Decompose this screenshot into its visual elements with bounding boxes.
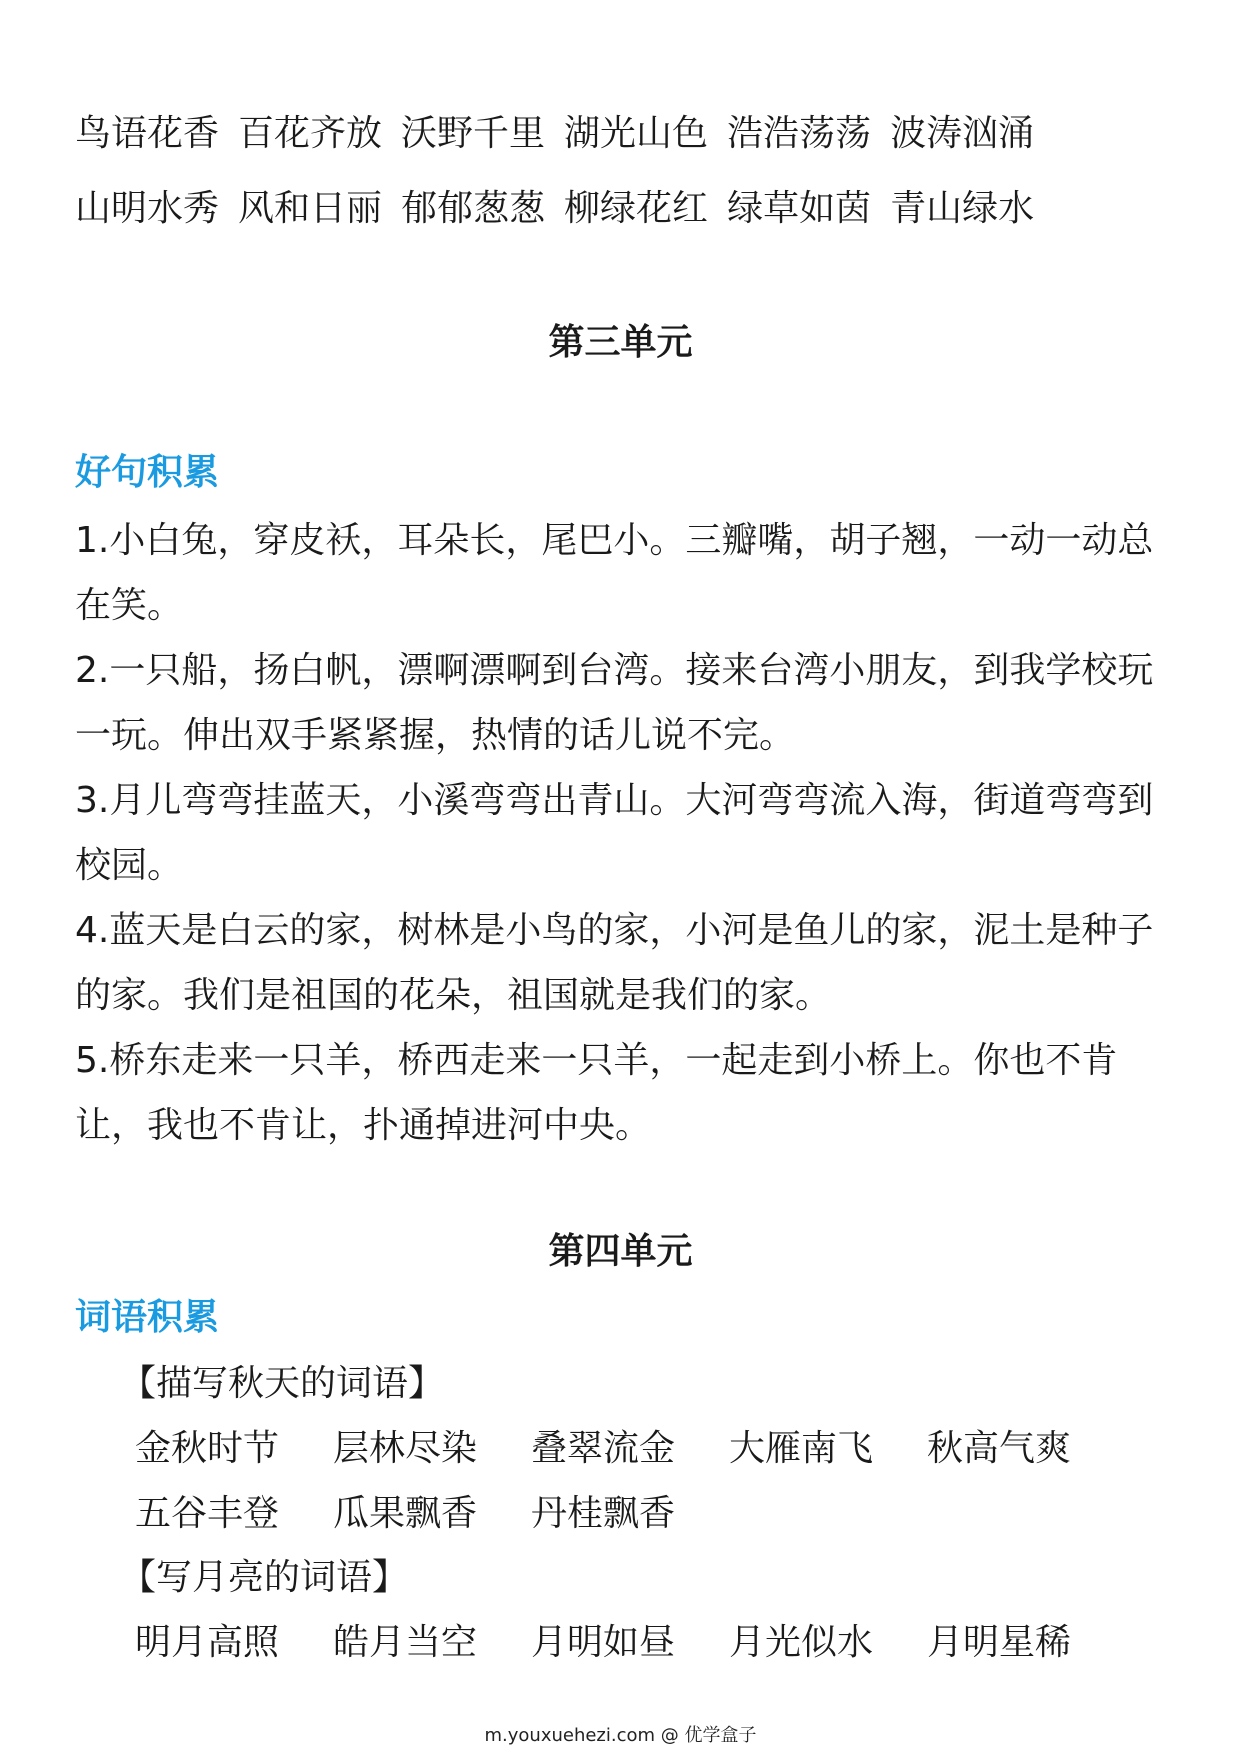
sentence-item: 4.蓝天是白云的家，树林是小鸟的家，小河是鱼儿的家，泥土是种子的家。我们是祖国的花朵，祖国就是我们的家。 <box>75 910 1154 1016</box>
word: 瓜果飘香 <box>333 1493 478 1534</box>
idiom: 鸟语花香 <box>75 113 220 154</box>
word: 月明星稀 <box>927 1622 1072 1663</box>
word: 五谷丰登 <box>135 1493 280 1534</box>
idiom: 柳绿花红 <box>564 188 709 229</box>
idiom: 青山绿水 <box>890 188 1035 229</box>
unit-4-heading: 第四单元 <box>548 1231 693 1272</box>
autumn-words-label: 【描写秋天的词语】 <box>120 1363 445 1404</box>
idiom: 湖光山色 <box>564 113 709 154</box>
word: 月光似水 <box>729 1622 874 1663</box>
word: 秋高气爽 <box>927 1428 1072 1469</box>
footer-watermark: m.youxuehezi.com @ 优学盒子 <box>484 1725 757 1746</box>
word: 明月高照 <box>135 1622 280 1663</box>
sentence-item: 2.一只船，扬白帆，漂啊漂啊到台湾。接来台湾小朋友，到我学校玩一玩。伸出双手紧紧握，热情的话儿说不完。 <box>75 650 1154 756</box>
autumn-words-row-1 <box>135 1425 1125 1473</box>
word: 丹桂飘香 <box>531 1493 676 1534</box>
idiom-row-2 <box>75 185 1053 233</box>
sentence-item: 1.小白兔，穿皮袄，耳朵长，尾巴小。三瓣嘴，胡子翘，一动一动总在笑。 <box>75 520 1154 626</box>
sentence-item: 5.桥东走来一只羊，桥西走来一只羊，一起走到小桥上。你也不肯让，我也不肯让，扑通掉进河中央。 <box>75 1040 1118 1146</box>
idiom: 沃野千里 <box>401 113 546 154</box>
sentence-item: 3.月儿弯弯挂蓝天，小溪弯弯出青山。大河弯弯流入海，街道弯弯到校园。 <box>75 780 1154 886</box>
idiom: 风和日丽 <box>238 188 383 229</box>
moon-words-label: 【写月亮的词语】 <box>120 1557 409 1598</box>
word: 叠翠流金 <box>531 1428 676 1469</box>
idiom: 郁郁葱葱 <box>401 188 546 229</box>
moon-words-row-1 <box>135 1619 1125 1667</box>
idiom-row-1 <box>75 110 1053 158</box>
good-sentences-title: 好句积累 <box>75 452 220 493</box>
idiom: 波涛汹涌 <box>890 113 1035 154</box>
idiom: 百花齐放 <box>238 113 383 154</box>
word: 月明如昼 <box>531 1622 676 1663</box>
unit-3-heading: 第三单元 <box>548 322 693 363</box>
sentence-list <box>75 508 1175 1158</box>
word: 金秋时节 <box>135 1428 280 1469</box>
idiom: 浩浩荡荡 <box>727 113 872 154</box>
word: 皓月当空 <box>333 1622 478 1663</box>
vocabulary-title: 词语积累 <box>75 1297 220 1338</box>
idiom: 山明水秀 <box>75 188 220 229</box>
autumn-words-row-2 <box>135 1490 729 1538</box>
idiom: 绿草如茵 <box>727 188 872 229</box>
word: 层林尽染 <box>333 1428 478 1469</box>
word: 大雁南飞 <box>729 1428 874 1469</box>
